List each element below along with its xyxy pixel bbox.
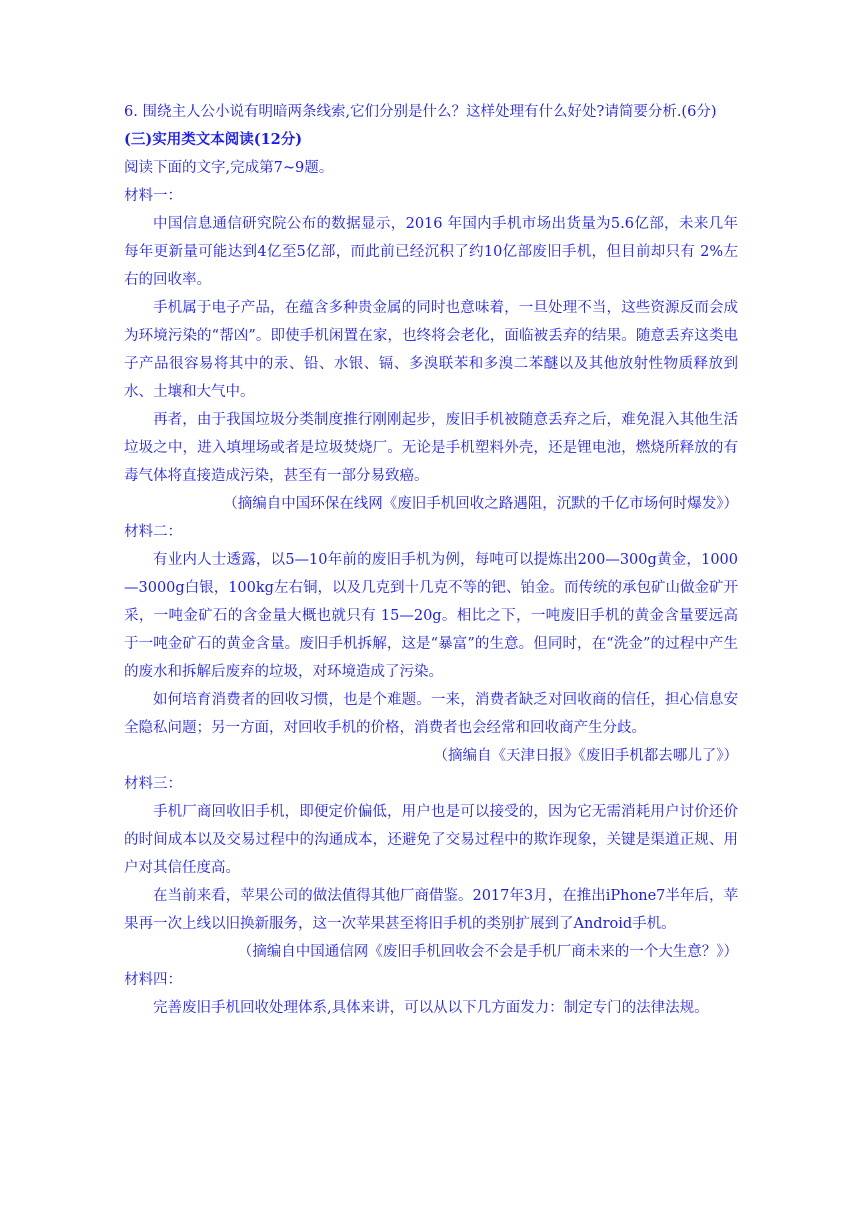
- material-1-label: 材料一：: [124, 188, 182, 204]
- material-1-paragraph-2: 手机属于电子产品，在蕴含多种贵金属的同时也意味着，一旦处理不当，这些资源反而会成为环境污染的“帮凶”。即使手机闲置在家，也终将会老化，面临被丢弃的结果。随意丢弃这类电子产品很容易将其中的汞、铅、水银、镉、多溴联苯和多溴二苯醚以及其他放射性物质释放到水、土壤和大气中。: [124, 300, 738, 400]
- material-2-label: 材料二：: [124, 524, 182, 540]
- section-title: (三)实用类文本阅读(12分): [124, 131, 303, 148]
- material-3-label: 材料三：: [124, 776, 182, 792]
- question-6: 6. 围绕主人公小说有明暗两条线索,它们分别是什么？这样处理有什么好处?请简要分析.(6分): [124, 104, 717, 120]
- instruction: 阅读下面的文字,完成第7~9题。: [124, 160, 334, 176]
- material-3-paragraph-2: 在当前来看，苹果公司的做法值得其他厂商借鉴。2017年3月，在推出iPhone7半年后，苹果再一次上线以旧换新服务，这一次苹果甚至将旧手机的类别扩展到了Android手机。: [124, 888, 738, 932]
- material-2-source: （摘编自《天津日报》《废旧手机都去哪儿了》）: [433, 748, 738, 764]
- material-2-paragraph-1: 有业内人士透露，以5—10年前的废旧手机为例，每吨可以提炼出200—300g黄金，1000—3000g白银，100kg左右铜，以及几克到十几克不等的钯、铂金。而传统的承包矿山做金矿开采，一吨金矿石的含金量大概也就只有 15—20g。相比之下，一吨废旧手机的黄金含量要远高于一吨金矿石的黄金含量。废旧手机拆解，这是“暴富”的生意。但同时，在“洗金”的过程中产生的废水和拆解后废弃的垃圾，对环境造成了污染。: [124, 552, 738, 680]
- material-4-label: 材料四：: [124, 972, 182, 988]
- material-1-paragraph-1: 中国信息通信研究院公布的数据显示，2016 年国内手机市场出货量为5.6亿部，未来几年每年更新量可能达到4亿至5亿部，而此前已经沉积了约10亿部废旧手机，但目前却只有 2%左右的回收率。: [124, 216, 738, 288]
- material-3-source: （摘编自中国通信网《废旧手机回收会不会是手机厂商未来的一个大生意？》）: [237, 944, 738, 960]
- material-4-paragraph-1: 完善废旧手机回收处理体系,具体来讲，可以从以下几方面发力：制定专门的法律法规。: [153, 1000, 709, 1016]
- material-2-paragraph-2: 如何培育消费者的回收习惯，也是个难题。一来，消费者缺乏对回收商的信任，担心信息安全隐私问题；另一方面，对回收手机的价格，消费者也会经常和回收商产生分歧。: [124, 692, 738, 736]
- material-1-paragraph-3: 再者，由于我国垃圾分类制度推行刚刚起步，废旧手机被随意丢弃之后，难免混入其他生活垃圾之中，进入填埋场或者是垃圾焚烧厂。无论是手机塑料外壳，还是锂电池，燃烧所释放的有毒气体将直接造成污染，甚至有一部分易致癌。: [124, 412, 738, 484]
- material-1-source: （摘编自中国环保在线网《废旧手机回收之路遇阻，沉默的千亿市场何时爆发》）: [223, 496, 738, 512]
- document-page: [124, 98, 738, 1022]
- material-3-paragraph-1: 手机厂商回收旧手机，即便定价偏低，用户也是可以接受的，因为它无需消耗用户讨价还价的时间成本以及交易过程中的沟通成本，还避免了交易过程中的欺诈现象，关键是渠道正规、用户对其信任度高。: [124, 804, 738, 876]
